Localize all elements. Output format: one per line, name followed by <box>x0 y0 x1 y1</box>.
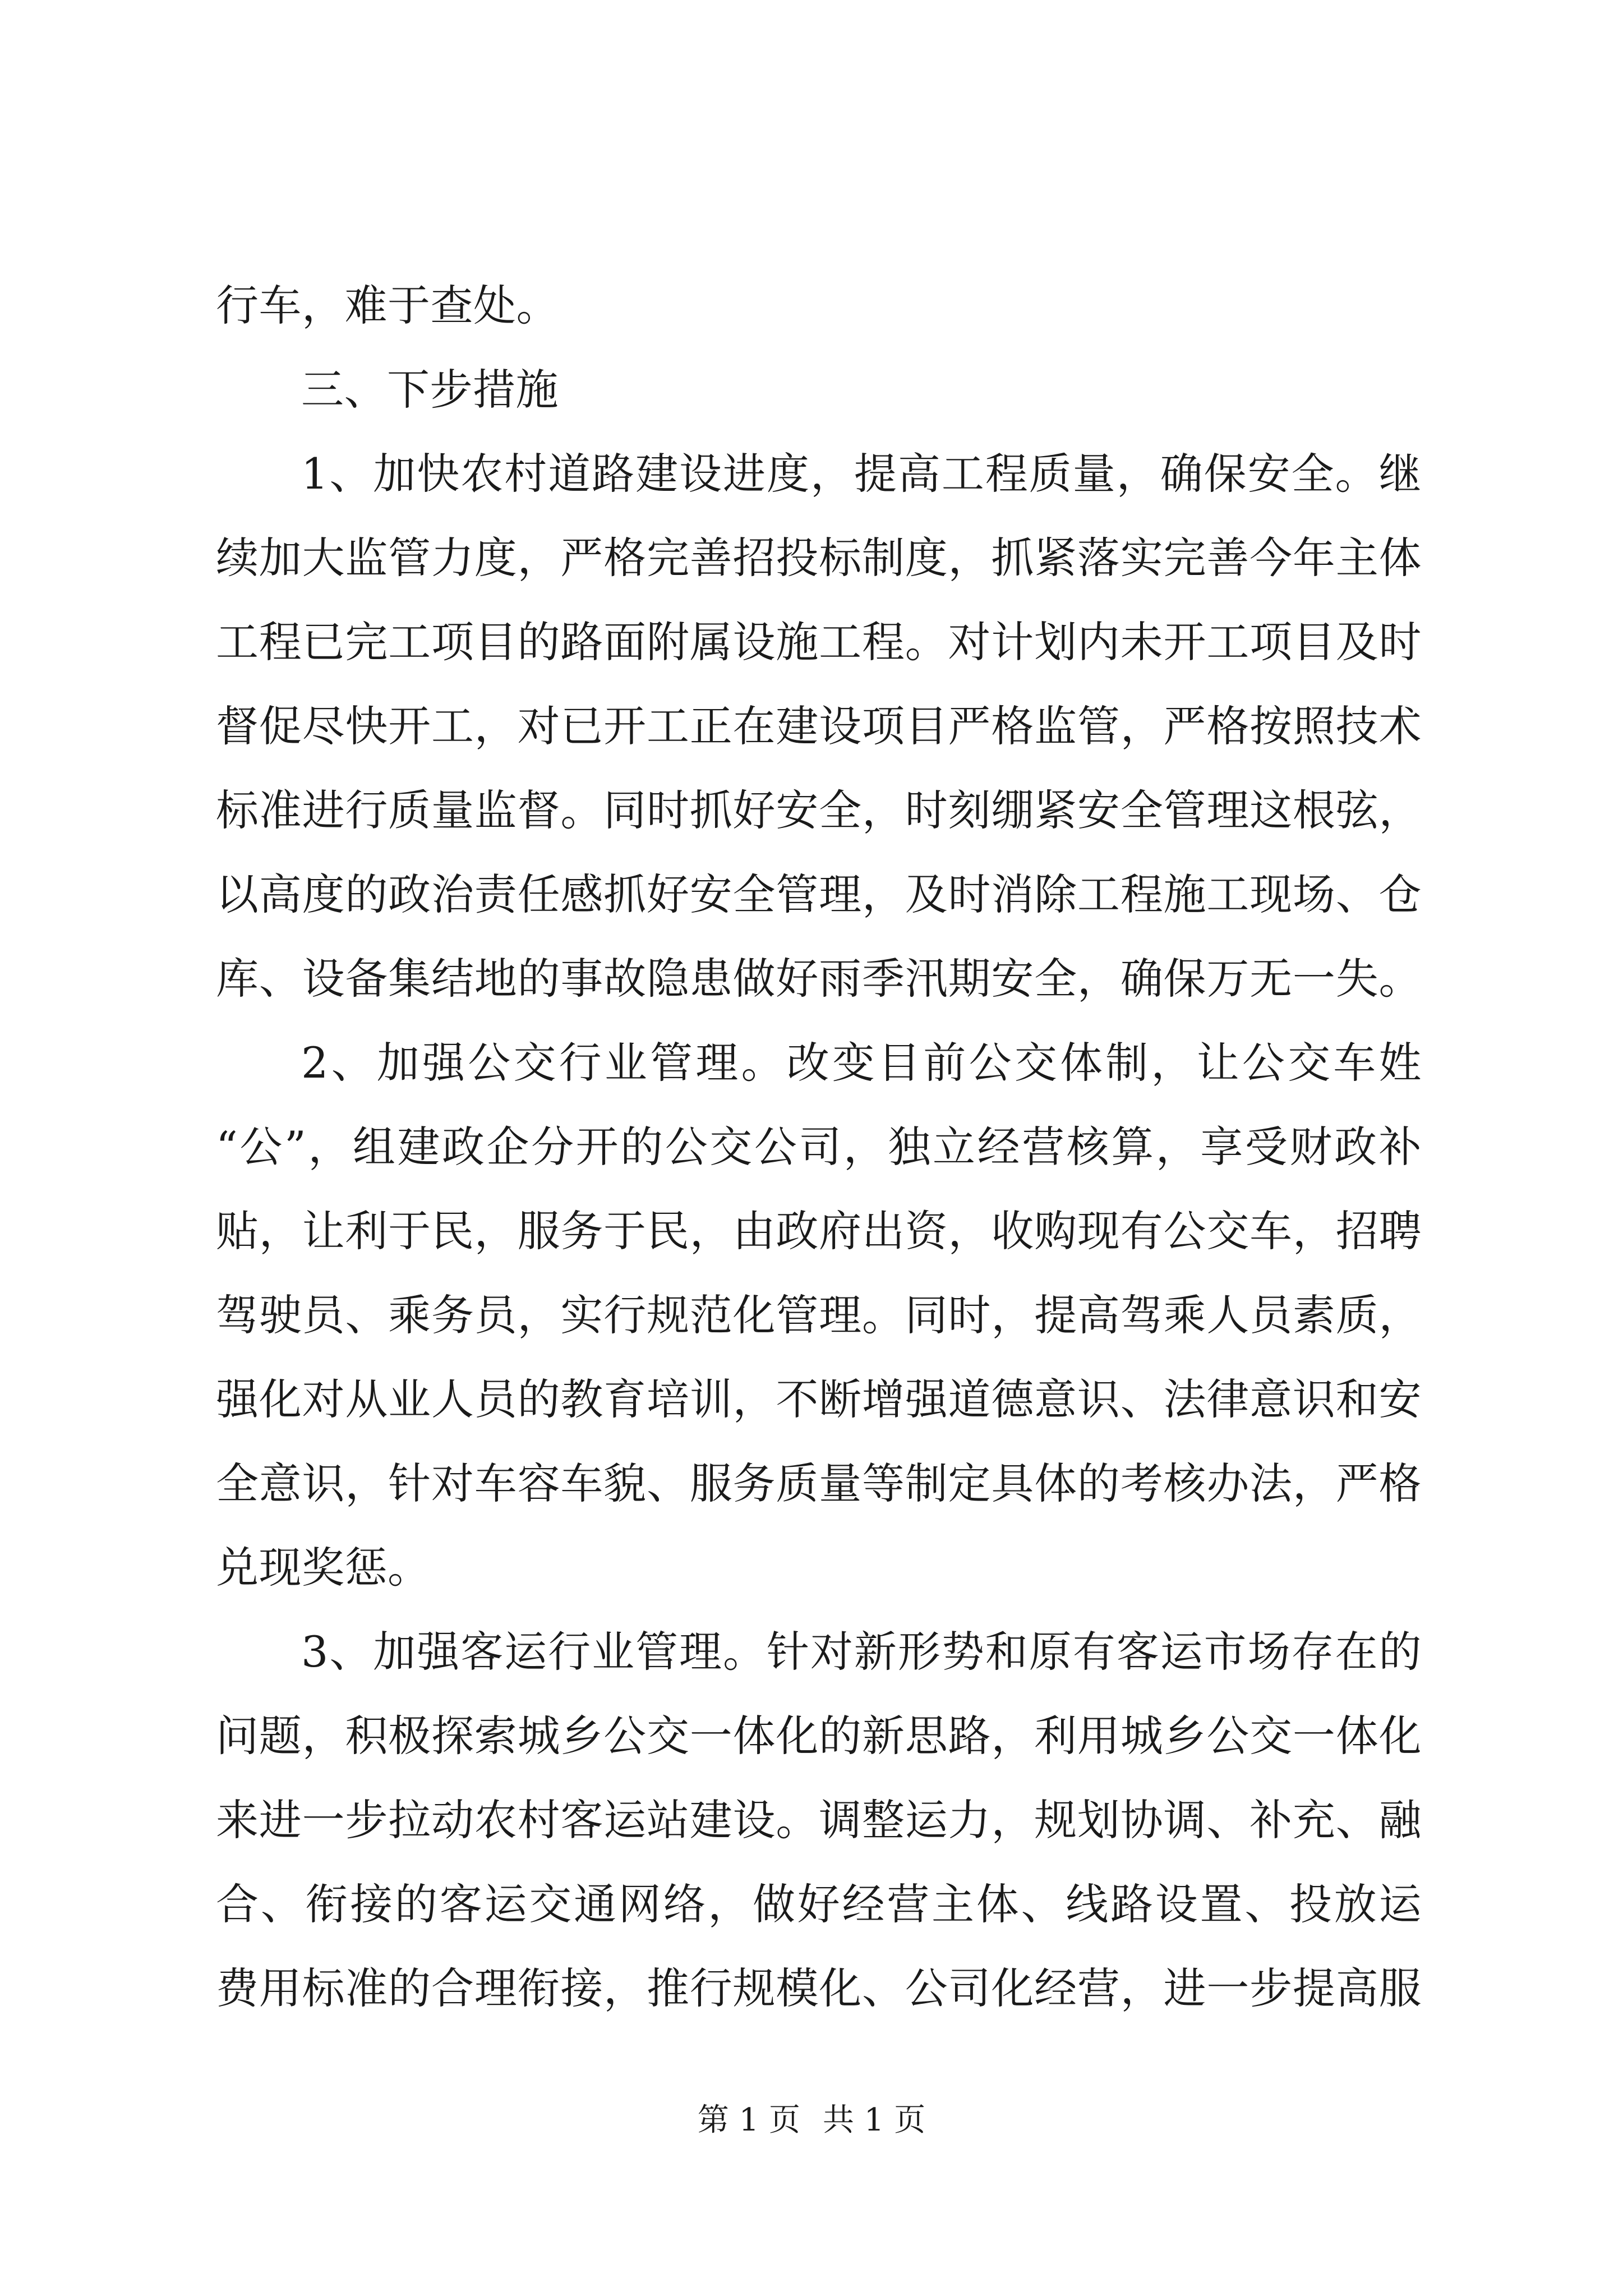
text-line: 标准进行质量监督。同时抓好安全，时刻绷紧安全管理这根弦， <box>216 785 1422 835</box>
page-footer <box>0 2101 1623 2140</box>
document-body <box>216 264 1422 2031</box>
text-line: 合、衔接的客运交通网络，做好经营主体、线路设置、投放运 <box>216 1879 1422 1929</box>
text-line: “公”，组建政企分开的公交公司，独立经营核算，享受财政补 <box>216 1122 1422 1172</box>
text-line: 以高度的政治责任感抓好安全管理，及时消除工程施工现场、仓 <box>216 869 1422 919</box>
text-line: 强化对从业人员的教育培训，不断增强道德意识、法律意识和安 <box>216 1374 1422 1424</box>
text-line: 来进一步拉动农村客运站建设。调整运力，规划协调、补充、融 <box>216 1795 1422 1845</box>
text-line: 2、加强公交行业管理。改变目前公交体制，让公交车姓 <box>301 1038 1422 1088</box>
text-line: 费用标准的合理衔接，推行规模化、公司化经营，进一步提高服 <box>216 1963 1422 2013</box>
text-line: 行车，难于查处。 <box>216 280 559 330</box>
text-line: 3、加强客运行业管理。针对新形势和原有客运市场存在的 <box>301 1627 1422 1677</box>
text-line: 贴，让利于民，服务于民，由政府出资，收购现有公交车，招聘 <box>216 1206 1422 1256</box>
text-line: 续加大监管力度，严格完善招投标制度，抓紧落实完善今年主体 <box>216 533 1422 583</box>
page-number-total: 共 1 页 <box>823 2102 926 2138</box>
section-heading: 三、下步措施 <box>301 365 559 415</box>
page-number-current: 第 1 页 <box>697 2102 800 2138</box>
text-line: 1、加快农村道路建设进度，提高工程质量，确保安全。继 <box>301 449 1422 499</box>
text-line: 工程已完工项目的路面附属设施工程。对计划内未开工项目及时 <box>216 617 1422 667</box>
text-line: 兑现奖惩。 <box>216 1543 431 1593</box>
text-line: 驾驶员、乘务员，实行规范化管理。同时，提高驾乘人员素质， <box>216 1290 1422 1340</box>
text-line: 督促尽快开工，对已开工正在建设项目严格监管，严格按照技术 <box>216 701 1422 751</box>
text-line: 问题，积极探索城乡公交一体化的新思路，利用城乡公交一体化 <box>216 1711 1422 1761</box>
text-line: 库、设备集结地的事故隐患做好雨季汛期安全，确保万无一失。 <box>216 954 1422 1004</box>
text-line: 全意识，针对车容车貌、服务质量等制定具体的考核办法，严格 <box>216 1458 1422 1508</box>
